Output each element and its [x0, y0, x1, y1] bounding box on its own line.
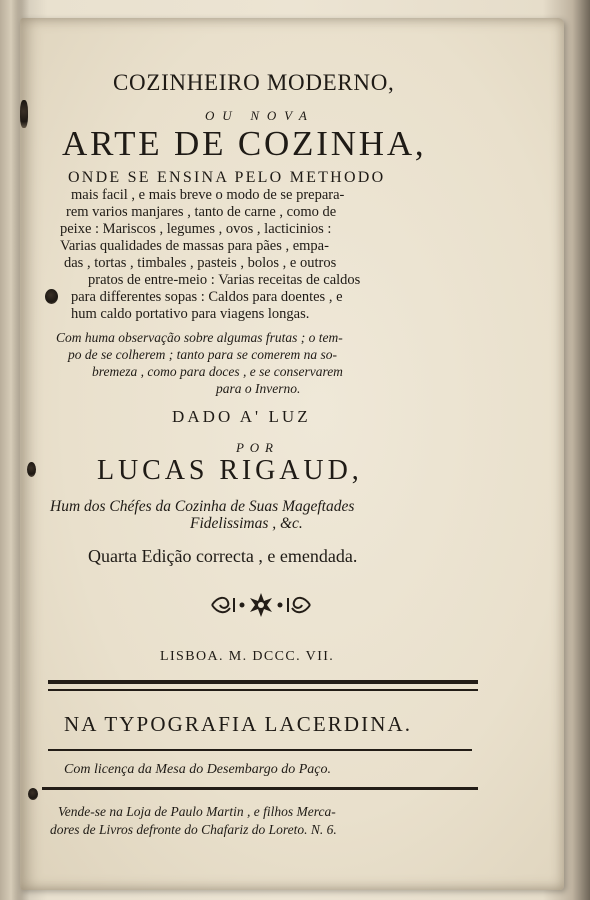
description-line-6: das , tortas , timbales , pasteis , bolos , e outros	[64, 255, 337, 271]
author-role-line-2: Fidelissimas , &c.	[190, 515, 303, 532]
por-label: POR	[236, 440, 279, 455]
title-line-1: COZINHEIRO MODERNO,	[113, 70, 395, 95]
place-and-date: LISBOA. M. DCCC. VII.	[160, 649, 335, 664]
dado-a-luz: DADO A' LUZ	[172, 407, 311, 426]
description-line-7: pratos de entre-meio : Varias receitas de caldos	[88, 272, 361, 288]
description-line-2: mais facil , e mais breve o modo de se prepara-	[71, 187, 345, 203]
thick-rule	[48, 680, 478, 684]
edition: Quarta Edição correcta , e emendada.	[88, 546, 358, 566]
description-line-8: para differentes sopas : Caldos para doentes , e	[71, 289, 343, 305]
title-line-3: ARTE DE COZINHA,	[62, 124, 427, 163]
description-line-5: Varias qualidades de massas para pães , empa-	[60, 238, 329, 254]
binding-hole	[27, 462, 36, 477]
author-role-line-1: Hum dos Chéfes da Cozinha de Suas Mageftades	[50, 498, 355, 515]
printers-ornament	[208, 592, 314, 618]
author-name: LUCAS RIGAUD,	[97, 455, 363, 486]
binding-hole	[20, 100, 28, 128]
title-line-2: OU NOVA	[205, 108, 315, 123]
thin-rule	[48, 689, 478, 691]
note-line-2: po de se colherem ; tanto para se comerem na so-	[68, 347, 337, 362]
description-line-1: ONDE SE ENSINA PELO METHODO	[68, 169, 386, 186]
sale-line-1: Vende-se na Loja de Paulo Martin , e filhos Merca-	[58, 804, 336, 819]
description-line-9: hum caldo portativo para viagens longas.	[71, 306, 310, 322]
page-gutter	[0, 0, 22, 900]
description-line-3: rem varios manjares , tanto de carne , como de	[66, 204, 337, 220]
rule	[48, 749, 472, 751]
license-line: Com licença da Mesa do Desembargo do Paço.	[64, 762, 331, 777]
rule	[42, 787, 478, 790]
sale-line-2: dores de Livros defronte do Chafariz do Loreto. N. 6.	[50, 822, 337, 837]
description-line-4: peixe : Mariscos , legumes , ovos , lacticinios :	[60, 221, 332, 237]
binding-hole	[28, 788, 38, 800]
printer-name: NA TYPOGRAFIA LACERDINA.	[64, 712, 413, 736]
note-line-1: Com huma observação sobre algumas frutas ; o tem-	[56, 330, 343, 345]
note-line-4: para o Inverno.	[216, 381, 301, 396]
binding-hole	[45, 289, 58, 304]
note-line-3: bremeza , como para doces , e se conservarem	[92, 364, 343, 379]
